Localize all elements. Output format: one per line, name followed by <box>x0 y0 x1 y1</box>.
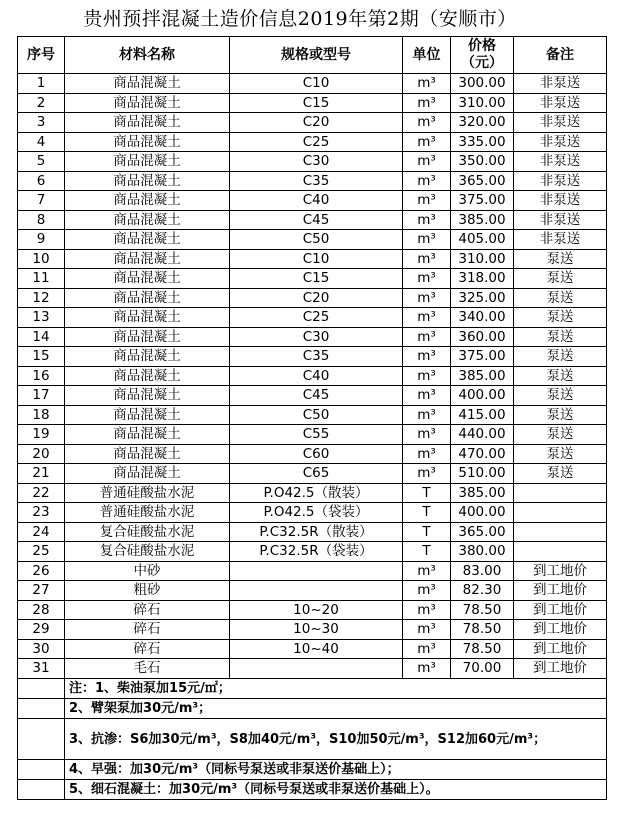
cell-price: 510.00 <box>451 464 514 484</box>
cell-unit: m³ <box>403 171 451 191</box>
cell-spec: P.C32.5R（袋装） <box>230 542 403 562</box>
note-spacer-cell <box>18 760 65 780</box>
cell-unit: m³ <box>403 581 451 601</box>
cell-spec: C65 <box>230 464 403 484</box>
cell-unit: m³ <box>403 152 451 172</box>
table-row <box>18 230 607 250</box>
cell-price: 83.00 <box>451 561 514 581</box>
cell-unit: m³ <box>403 561 451 581</box>
cell-price: 365.00 <box>451 522 514 542</box>
cell-name: 商品混凝土 <box>65 132 230 152</box>
cell-note: 非泵送 <box>514 113 607 133</box>
cell-price: 360.00 <box>451 327 514 347</box>
table-row <box>18 93 607 113</box>
cell-idx: 18 <box>18 405 65 425</box>
cell-unit: m³ <box>403 308 451 328</box>
note-text: 2、臂架泵加30元/m³； <box>65 699 607 719</box>
cell-name: 粗砂 <box>65 581 230 601</box>
cell-unit: m³ <box>403 464 451 484</box>
cell-name: 商品混凝土 <box>65 366 230 386</box>
cell-spec: C15 <box>230 269 403 289</box>
cell-spec: C25 <box>230 132 403 152</box>
note-row <box>18 679 607 699</box>
table-row <box>18 483 607 503</box>
cell-name: 商品混凝土 <box>65 171 230 191</box>
page-title: 贵州预拌混凝土造价信息2019年第2期（安顺市） <box>83 8 517 30</box>
cell-note: 泵送 <box>514 366 607 386</box>
table-row <box>18 659 607 679</box>
table-row <box>18 464 607 484</box>
cell-name: 商品混凝土 <box>65 191 230 211</box>
cell-name: 普通硅酸盐水泥 <box>65 483 230 503</box>
cell-idx: 8 <box>18 210 65 230</box>
cell-idx: 27 <box>18 581 65 601</box>
table-row <box>18 542 607 562</box>
header-price-line1: 价格 <box>468 38 496 54</box>
cell-idx: 20 <box>18 444 65 464</box>
cell-idx: 12 <box>18 288 65 308</box>
cell-note <box>514 542 607 562</box>
note-text: 4、早强：加30元/m³（同标号泵送或非泵送价基础上）； <box>65 760 607 780</box>
cell-unit: T <box>403 522 451 542</box>
cell-idx: 26 <box>18 561 65 581</box>
cell-note: 非泵送 <box>514 74 607 94</box>
note-row <box>18 760 607 780</box>
cell-name: 商品混凝土 <box>65 425 230 445</box>
cell-idx: 5 <box>18 152 65 172</box>
cell-unit: m³ <box>403 132 451 152</box>
cell-price: 78.50 <box>451 620 514 640</box>
cell-idx: 9 <box>18 230 65 250</box>
cell-spec: C20 <box>230 288 403 308</box>
note-spacer-cell <box>18 780 65 800</box>
cell-idx: 2 <box>18 93 65 113</box>
cell-unit: m³ <box>403 113 451 133</box>
header-idx: 序号 <box>18 37 65 74</box>
cell-name: 商品混凝土 <box>65 152 230 172</box>
cell-idx: 29 <box>18 620 65 640</box>
cell-note: 到工地价 <box>514 600 607 620</box>
cell-price: 82.30 <box>451 581 514 601</box>
cell-spec: C15 <box>230 93 403 113</box>
cell-note: 到工地价 <box>514 639 607 659</box>
cell-spec: C10 <box>230 249 403 269</box>
cell-idx: 25 <box>18 542 65 562</box>
cell-unit: m³ <box>403 639 451 659</box>
cell-price: 385.00 <box>451 483 514 503</box>
cell-name: 碎石 <box>65 620 230 640</box>
cell-price: 440.00 <box>451 425 514 445</box>
cell-name: 碎石 <box>65 600 230 620</box>
table-row <box>18 503 607 523</box>
cell-unit: m³ <box>403 444 451 464</box>
cell-note: 泵送 <box>514 249 607 269</box>
cell-note: 泵送 <box>514 347 607 367</box>
cell-spec: P.C32.5R（散装） <box>230 522 403 542</box>
cell-price: 335.00 <box>451 132 514 152</box>
cell-price: 375.00 <box>451 191 514 211</box>
cell-note: 非泵送 <box>514 191 607 211</box>
cell-note: 非泵送 <box>514 132 607 152</box>
cell-price: 385.00 <box>451 366 514 386</box>
header-unit: 单位 <box>403 37 451 74</box>
cell-unit: m³ <box>403 347 451 367</box>
cell-spec: C35 <box>230 347 403 367</box>
cell-unit: T <box>403 542 451 562</box>
cell-unit: m³ <box>403 269 451 289</box>
table-row <box>18 152 607 172</box>
cell-price: 340.00 <box>451 308 514 328</box>
cell-name: 商品混凝土 <box>65 113 230 133</box>
cell-note: 非泵送 <box>514 171 607 191</box>
cell-name: 商品混凝土 <box>65 288 230 308</box>
cell-idx: 16 <box>18 366 65 386</box>
header-note: 备注 <box>514 37 607 74</box>
table-row <box>18 269 607 289</box>
cell-name: 复合硅酸盐水泥 <box>65 522 230 542</box>
cell-idx: 1 <box>18 74 65 94</box>
note-spacer-cell <box>18 679 65 699</box>
cell-price: 400.00 <box>451 503 514 523</box>
cell-idx: 24 <box>18 522 65 542</box>
cell-spec: P.O42.5（散装） <box>230 483 403 503</box>
cell-unit: m³ <box>403 210 451 230</box>
cell-price: 375.00 <box>451 347 514 367</box>
cell-name: 复合硅酸盐水泥 <box>65 542 230 562</box>
cell-spec <box>230 581 403 601</box>
note-spacer-cell <box>18 699 65 719</box>
cell-unit: m³ <box>403 288 451 308</box>
cell-idx: 23 <box>18 503 65 523</box>
cell-name: 商品混凝土 <box>65 405 230 425</box>
cell-idx: 15 <box>18 347 65 367</box>
cell-idx: 13 <box>18 308 65 328</box>
cell-note: 泵送 <box>514 269 607 289</box>
cell-name: 商品混凝土 <box>65 74 230 94</box>
table-row <box>18 600 607 620</box>
cell-idx: 28 <box>18 600 65 620</box>
table-row <box>18 581 607 601</box>
cell-name: 商品混凝土 <box>65 308 230 328</box>
cell-name: 碎石 <box>65 639 230 659</box>
cell-name: 商品混凝土 <box>65 327 230 347</box>
cell-name: 商品混凝土 <box>65 210 230 230</box>
cell-unit: m³ <box>403 659 451 679</box>
cell-unit: m³ <box>403 425 451 445</box>
cell-spec: C50 <box>230 230 403 250</box>
cell-spec: 10~20 <box>230 600 403 620</box>
cell-name: 中砂 <box>65 561 230 581</box>
table-row <box>18 561 607 581</box>
notes-table <box>17 678 607 800</box>
cell-note: 泵送 <box>514 464 607 484</box>
note-spacer-cell <box>18 719 65 760</box>
cell-unit: m³ <box>403 600 451 620</box>
cell-idx: 31 <box>18 659 65 679</box>
cell-name: 商品混凝土 <box>65 249 230 269</box>
table-row <box>18 639 607 659</box>
cell-price: 365.00 <box>451 171 514 191</box>
cell-unit: m³ <box>403 191 451 211</box>
price-table <box>17 36 607 679</box>
cell-price: 385.00 <box>451 210 514 230</box>
table-header-row <box>18 37 607 74</box>
cell-spec: C25 <box>230 308 403 328</box>
cell-note: 到工地价 <box>514 659 607 679</box>
note-row <box>18 719 607 760</box>
cell-idx: 3 <box>18 113 65 133</box>
cell-note: 泵送 <box>514 425 607 445</box>
cell-price: 78.50 <box>451 639 514 659</box>
cell-name: 商品混凝土 <box>65 269 230 289</box>
cell-spec: C40 <box>230 366 403 386</box>
cell-note: 泵送 <box>514 444 607 464</box>
cell-spec: C30 <box>230 152 403 172</box>
cell-idx: 4 <box>18 132 65 152</box>
cell-note: 泵送 <box>514 327 607 347</box>
table-row <box>18 74 607 94</box>
cell-name: 普通硅酸盐水泥 <box>65 503 230 523</box>
table-row <box>18 288 607 308</box>
table-row <box>18 308 607 328</box>
cell-idx: 17 <box>18 386 65 406</box>
cell-note <box>514 503 607 523</box>
table-row <box>18 171 607 191</box>
cell-name: 商品混凝土 <box>65 93 230 113</box>
cell-name: 商品混凝土 <box>65 444 230 464</box>
cell-price: 70.00 <box>451 659 514 679</box>
cell-idx: 7 <box>18 191 65 211</box>
cell-note: 泵送 <box>514 405 607 425</box>
cell-price: 405.00 <box>451 230 514 250</box>
cell-unit: m³ <box>403 386 451 406</box>
cell-idx: 14 <box>18 327 65 347</box>
note-text: 3、抗渗：S6加30元/m³，S8加40元/m³，S10加50元/m³，S12加60元/m³； <box>65 719 607 760</box>
cell-spec: 10~30 <box>230 620 403 640</box>
header-price-line2: （元） <box>461 55 503 71</box>
cell-idx: 19 <box>18 425 65 445</box>
table-row <box>18 425 607 445</box>
table-row <box>18 210 607 230</box>
cell-unit: m³ <box>403 405 451 425</box>
cell-unit: T <box>403 503 451 523</box>
cell-unit: m³ <box>403 230 451 250</box>
cell-spec: C20 <box>230 113 403 133</box>
table-row <box>18 113 607 133</box>
cell-idx: 10 <box>18 249 65 269</box>
table-row <box>18 444 607 464</box>
cell-note: 非泵送 <box>514 210 607 230</box>
cell-price: 400.00 <box>451 386 514 406</box>
cell-price: 310.00 <box>451 249 514 269</box>
cell-spec: C45 <box>230 386 403 406</box>
cell-name: 商品混凝土 <box>65 230 230 250</box>
cell-note <box>514 522 607 542</box>
cell-price: 320.00 <box>451 113 514 133</box>
cell-note: 泵送 <box>514 386 607 406</box>
cell-note: 非泵送 <box>514 230 607 250</box>
table-row <box>18 366 607 386</box>
cell-spec: C40 <box>230 191 403 211</box>
cell-unit: T <box>403 483 451 503</box>
cell-name: 商品混凝土 <box>65 464 230 484</box>
cell-note: 到工地价 <box>514 620 607 640</box>
cell-spec: C10 <box>230 74 403 94</box>
cell-spec <box>230 561 403 581</box>
note-row <box>18 780 607 800</box>
cell-idx: 30 <box>18 639 65 659</box>
header-name: 材料名称 <box>65 37 230 74</box>
cell-note: 到工地价 <box>514 581 607 601</box>
cell-note: 泵送 <box>514 308 607 328</box>
cell-spec: 10~40 <box>230 639 403 659</box>
cell-spec: C30 <box>230 327 403 347</box>
cell-note: 泵送 <box>514 288 607 308</box>
cell-unit: m³ <box>403 620 451 640</box>
table-row <box>18 132 607 152</box>
cell-spec: C55 <box>230 425 403 445</box>
cell-price: 470.00 <box>451 444 514 464</box>
cell-note: 非泵送 <box>514 152 607 172</box>
cell-spec: C35 <box>230 171 403 191</box>
cell-unit: m³ <box>403 327 451 347</box>
header-spec: 规格或型号 <box>230 37 403 74</box>
cell-name: 商品混凝土 <box>65 386 230 406</box>
header-price <box>451 37 514 74</box>
cell-note: 到工地价 <box>514 561 607 581</box>
note-row <box>18 699 607 719</box>
cell-price: 300.00 <box>451 74 514 94</box>
cell-price: 380.00 <box>451 542 514 562</box>
cell-price: 350.00 <box>451 152 514 172</box>
table-row <box>18 620 607 640</box>
cell-price: 415.00 <box>451 405 514 425</box>
cell-unit: m³ <box>403 93 451 113</box>
table-row <box>18 327 607 347</box>
cell-idx: 22 <box>18 483 65 503</box>
cell-unit: m³ <box>403 74 451 94</box>
table-row <box>18 191 607 211</box>
table-row <box>18 347 607 367</box>
cell-price: 310.00 <box>451 93 514 113</box>
cell-unit: m³ <box>403 366 451 386</box>
cell-idx: 21 <box>18 464 65 484</box>
cell-spec: C45 <box>230 210 403 230</box>
cell-price: 325.00 <box>451 288 514 308</box>
cell-note: 非泵送 <box>514 93 607 113</box>
cell-spec: C60 <box>230 444 403 464</box>
cell-spec <box>230 659 403 679</box>
cell-note <box>514 483 607 503</box>
cell-price: 78.50 <box>451 600 514 620</box>
cell-spec: P.O42.5（袋装） <box>230 503 403 523</box>
table-row <box>18 386 607 406</box>
note-text: 5、细石混凝土：加30元/m³（同标号泵送或非泵送价基础上）。 <box>65 780 607 800</box>
cell-idx: 11 <box>18 269 65 289</box>
cell-name: 商品混凝土 <box>65 347 230 367</box>
cell-spec: C50 <box>230 405 403 425</box>
table-row <box>18 249 607 269</box>
cell-name: 毛石 <box>65 659 230 679</box>
cell-idx: 6 <box>18 171 65 191</box>
table-row <box>18 405 607 425</box>
table-row <box>18 522 607 542</box>
table-body <box>18 74 607 679</box>
note-text: 注：1、柴油泵加15元/㎡； <box>65 679 607 699</box>
cell-price: 318.00 <box>451 269 514 289</box>
cell-unit: m³ <box>403 249 451 269</box>
